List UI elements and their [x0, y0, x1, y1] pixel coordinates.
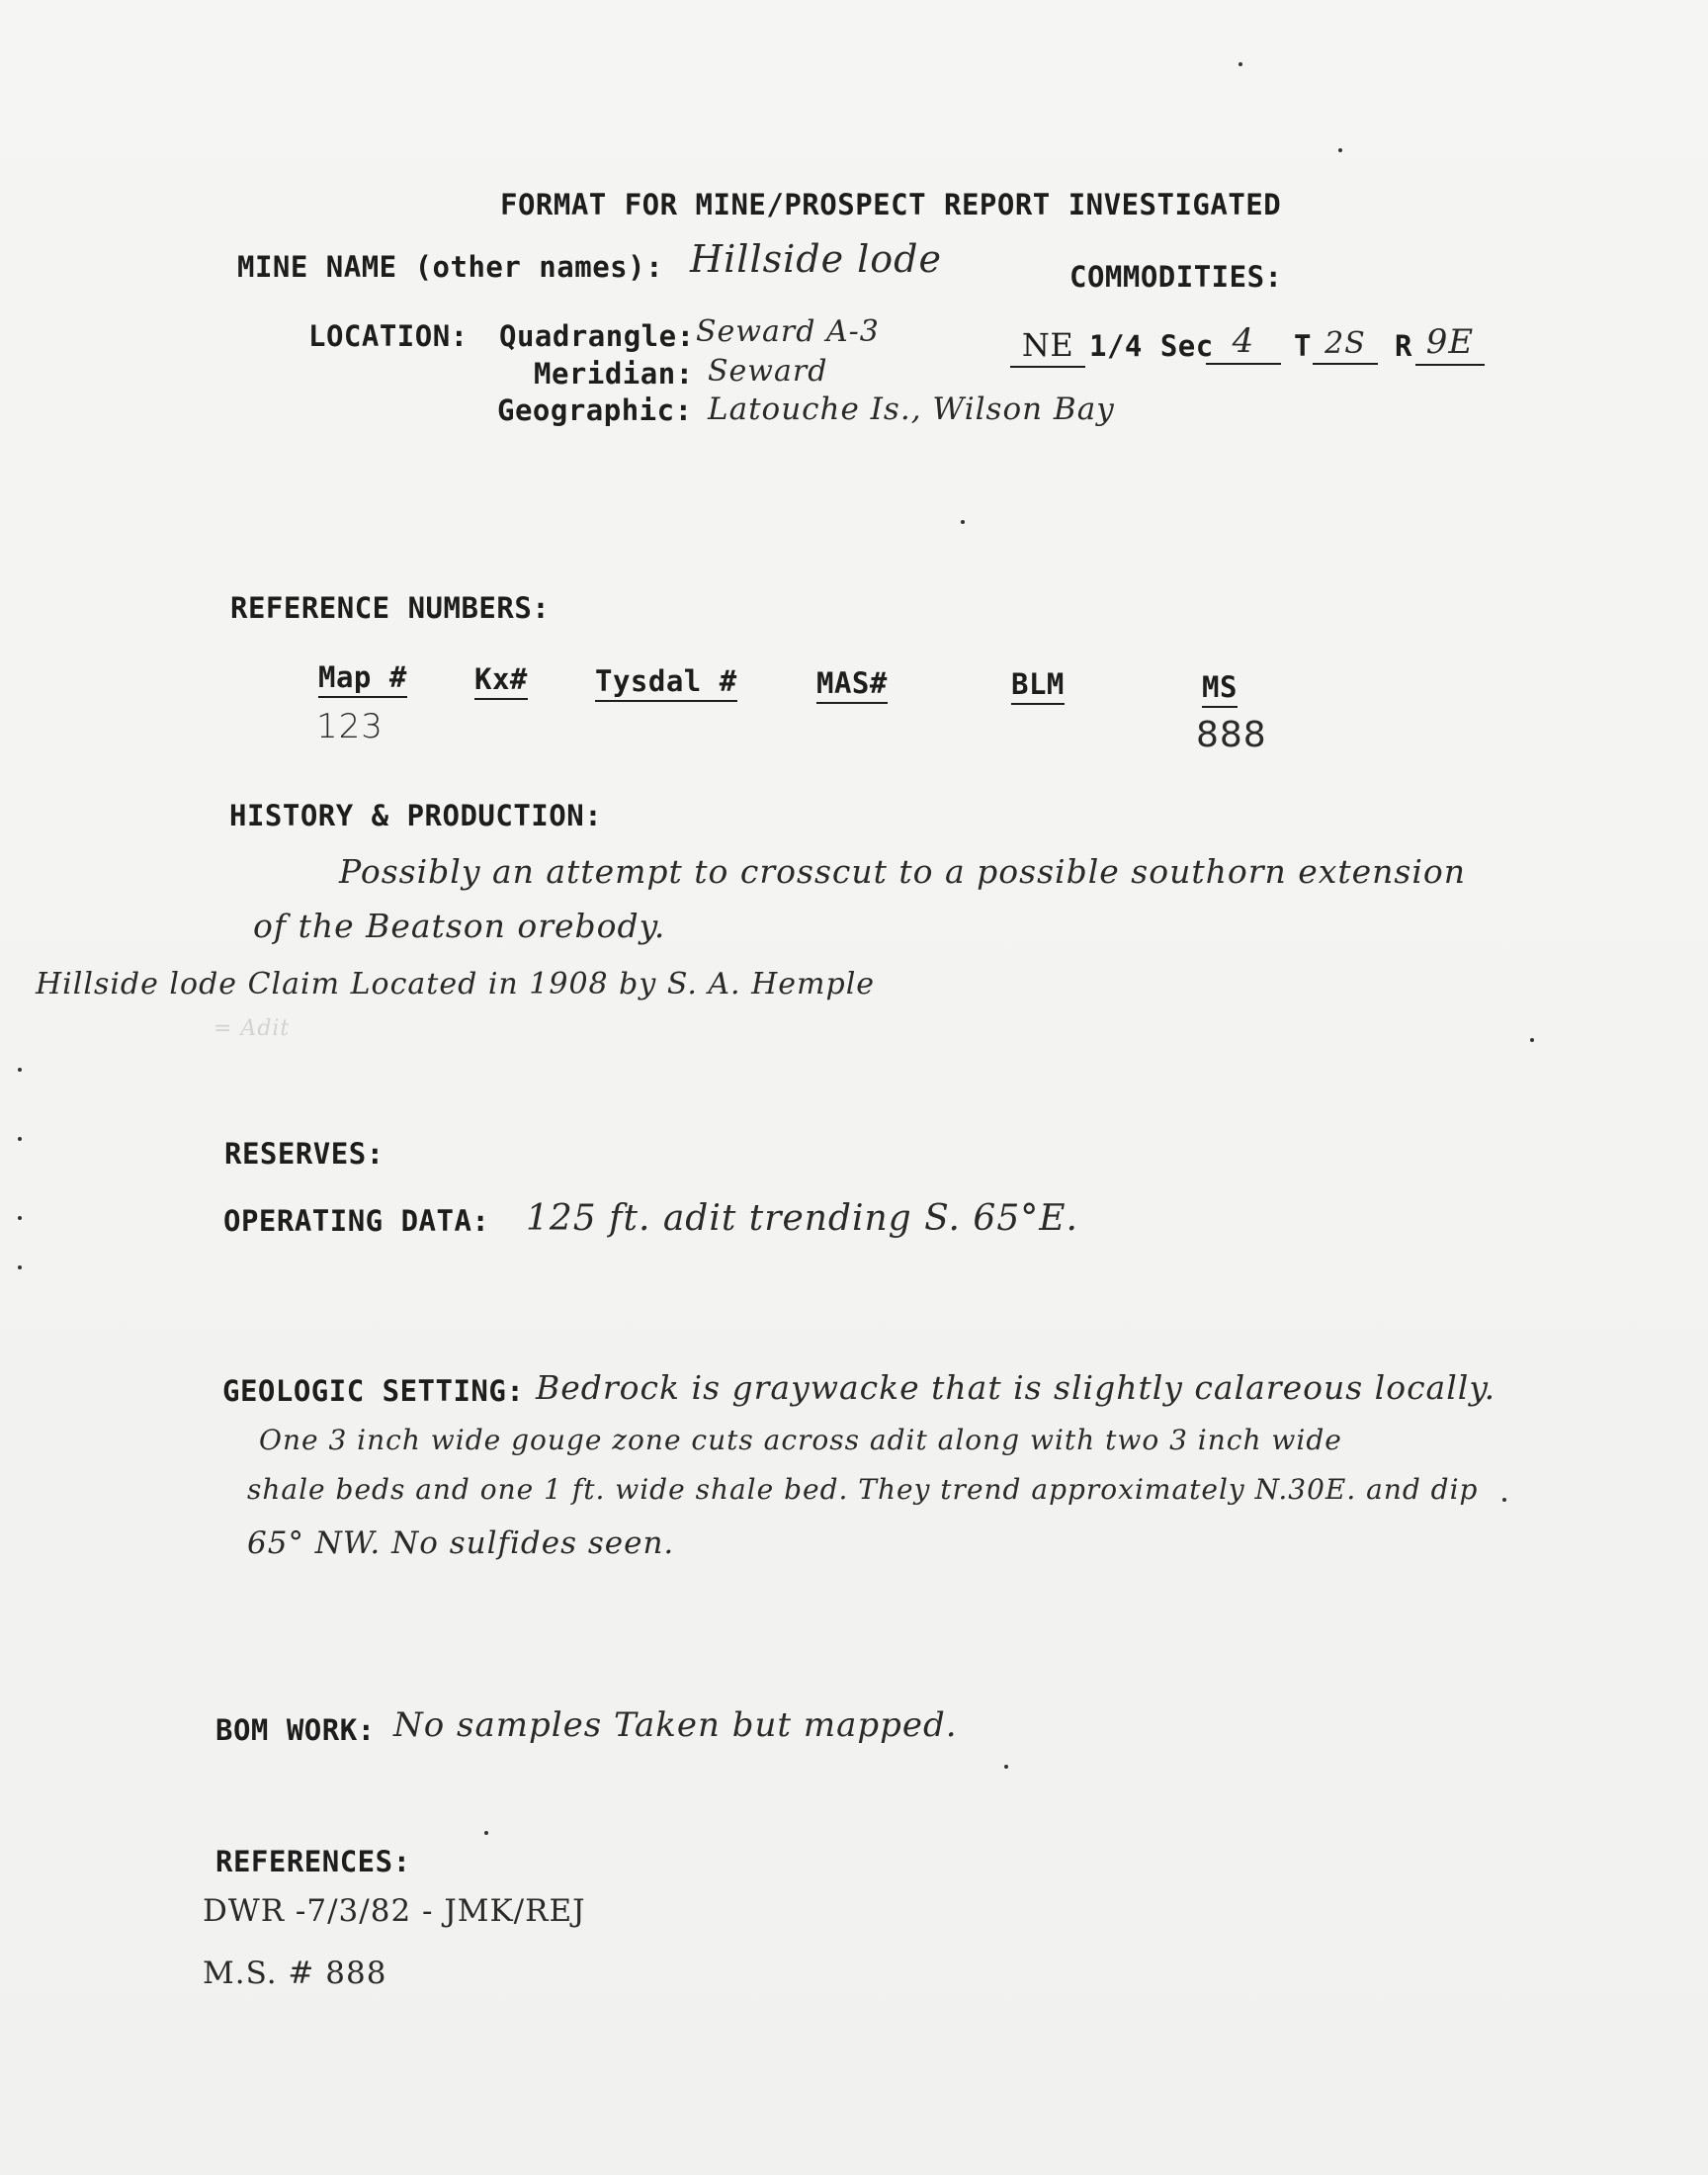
scan-speck	[1238, 62, 1242, 66]
ref-header-mas: MAS#	[816, 666, 888, 704]
mine-name-value: Hillside lode	[690, 237, 942, 281]
ms-number-value: 888	[1196, 715, 1267, 755]
reference-line-2: M.S. # 888	[203, 1956, 387, 1991]
scan-speck	[18, 1137, 22, 1141]
scan-speck	[484, 1831, 488, 1835]
geologic-line-2: One 3 inch wide gouge zone cuts across adit along with two 3 inch wide	[259, 1424, 1342, 1456]
operating-data-value: 125 ft. adit trending S. 65°E.	[526, 1198, 1078, 1239]
sec-value: 4	[1206, 321, 1281, 365]
history-line-2: of the Beatson orebody.	[253, 907, 666, 945]
map-number-value: 123	[316, 707, 384, 746]
geologic-setting-label: GEOLOGIC SETTING:	[222, 1374, 525, 1408]
r-value: 9E	[1415, 322, 1485, 366]
ref-header-blm: BLM	[1011, 667, 1065, 705]
operating-data-label: OPERATING DATA:	[223, 1204, 490, 1238]
geologic-line-1: Bedrock is graywacke that is slightly calareous locally.	[536, 1368, 1496, 1407]
ref-header-ms: MS	[1202, 670, 1238, 708]
quarter-sec-label: 1/4 Sec	[1089, 329, 1214, 363]
history-line-3: Hillside lode Claim Located in 1908 by S. A. Hemple	[36, 967, 876, 1001]
ref-header-kx: Kx#	[474, 662, 528, 700]
geographic-value: Latouche Is., Wilson Bay	[708, 392, 1115, 427]
meridian-value: Seward	[708, 354, 828, 389]
ref-header-tysdal: Tysdal #	[595, 664, 737, 702]
t-value: 2S	[1313, 326, 1378, 365]
scan-speck	[18, 1265, 22, 1269]
references-label: REFERENCES:	[215, 1845, 411, 1878]
bom-work-label: BOM WORK:	[215, 1713, 376, 1747]
quarter-value: NE	[1010, 326, 1085, 368]
scan-speck	[18, 1216, 22, 1220]
scan-speck	[1502, 1498, 1506, 1502]
scan-speck	[1530, 1038, 1534, 1042]
ref-header-map: Map #	[318, 660, 407, 698]
location-label: LOCATION:	[308, 319, 469, 353]
scan-speck	[961, 520, 965, 524]
geologic-line-3: shale beds and one 1 ft. wide shale bed. They trend approximately N.30E. and dip	[247, 1473, 1479, 1506]
scan-speck	[1004, 1765, 1008, 1769]
scan-speck	[1338, 148, 1342, 152]
form-title: FORMAT FOR MINE/PROSPECT REPORT INVESTIGATED	[500, 188, 1282, 221]
reserves-label: RESERVES:	[224, 1137, 384, 1171]
mine-name-label: MINE NAME (other names):	[237, 250, 664, 284]
reference-line-1: DWR -7/3/82 - JMK/REJ	[203, 1893, 586, 1929]
quadrangle-value: Seward A-3	[696, 314, 880, 349]
geologic-line-4: 65° NW. No sulfides seen.	[247, 1525, 675, 1561]
faint-note: = Adit	[214, 1016, 291, 1041]
t-label: T	[1294, 329, 1312, 363]
quadrangle-label: Quadrangle:	[499, 319, 695, 353]
bom-work-value: No samples Taken but mapped.	[393, 1705, 958, 1745]
scan-speck	[18, 1068, 22, 1072]
geographic-label: Geographic:	[497, 393, 693, 427]
history-line-1: Possibly an attempt to crosscut to a possible southorn extension	[339, 852, 1467, 891]
meridian-label: Meridian:	[534, 357, 694, 391]
r-label: R	[1395, 329, 1412, 363]
reference-numbers-label: REFERENCE NUMBERS:	[230, 591, 551, 625]
history-label: HISTORY & PRODUCTION:	[229, 799, 603, 832]
commodities-label: COMMODITIES:	[1069, 260, 1283, 294]
